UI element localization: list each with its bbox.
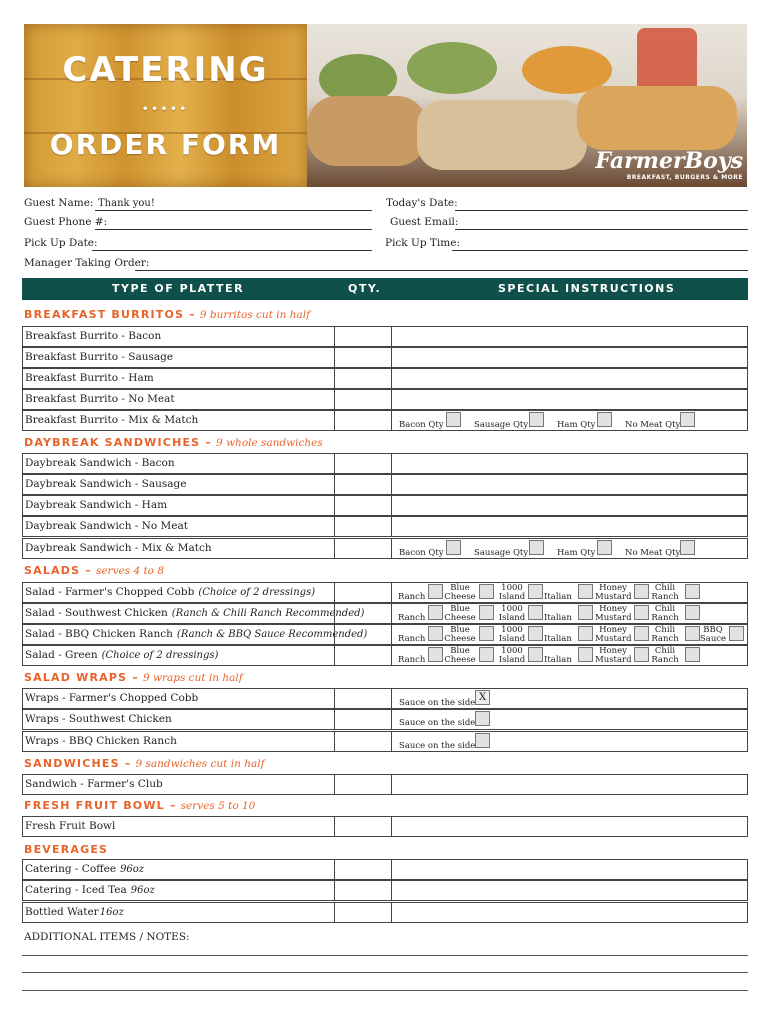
blue-cheese-label: Blue Cheese	[444, 604, 476, 623]
item-note: (Ranch & Chili Ranch Recommended)	[171, 608, 365, 619]
notes-line[interactable]	[22, 955, 748, 956]
island-label: 1000 Island	[498, 604, 526, 623]
title-dots: •••••	[142, 104, 189, 115]
section-title: SALAD WRAPS –	[24, 671, 139, 684]
sausage-qty-label: Sausage Qty	[474, 548, 529, 558]
blue-cheese-label: Blue Cheese	[444, 625, 476, 644]
manager-field[interactable]	[135, 258, 748, 271]
column-type-of-platter: TYPE OF PLATTER	[112, 282, 245, 295]
item-name: Breakfast Burrito - Bacon	[25, 330, 162, 342]
item-name: Daybreak Sandwich - Sausage	[25, 478, 187, 490]
section-note: 9 wraps cut in half	[142, 672, 243, 684]
chili-ranch-label: Chili Ranch	[651, 625, 679, 644]
blue-cheese-label: Blue Cheese	[444, 646, 476, 665]
bbq-sauce-label: BBQ Sauce	[699, 625, 727, 644]
qty-cell[interactable]	[335, 348, 392, 367]
ranch-box[interactable]	[428, 647, 443, 662]
ranch-label: Ranch	[398, 655, 426, 665]
table-row	[22, 902, 748, 923]
item-name: Catering - Coffee 96oz	[25, 863, 145, 875]
sauce-on-side-box[interactable]: X	[475, 690, 490, 705]
sausage-qty-box[interactable]	[529, 540, 544, 555]
item-name: Breakfast Burrito - Mix & Match	[25, 414, 199, 426]
catering-sign	[24, 24, 307, 187]
column-special-instructions: SPECIAL INSTRUCTIONS	[498, 282, 676, 295]
qty-cell[interactable]	[335, 817, 392, 836]
blue-cheese-box[interactable]	[479, 626, 494, 641]
item-name: Daybreak Sandwich - Ham	[25, 499, 168, 511]
table-row	[22, 624, 748, 645]
island-box[interactable]	[528, 584, 543, 599]
island-label: 1000 Island	[498, 646, 526, 665]
daybreak-platter-image	[577, 86, 737, 150]
food-photo	[307, 24, 747, 187]
chili-ranch-box[interactable]	[685, 647, 700, 662]
item-note: (Choice of 2 dressings)	[198, 587, 316, 598]
qty-cell[interactable]	[335, 775, 392, 794]
chili-ranch-box[interactable]	[685, 605, 700, 620]
honey-mustard-label: Honey Mustard	[595, 646, 632, 665]
logo-name: FarmerBoys	[595, 148, 743, 174]
item-name: Bottled Water16oz	[25, 906, 124, 918]
section-fresh-fruit-bowl	[24, 799, 255, 812]
sauce-on-side-label: Sauce on the side	[399, 718, 476, 728]
sandwich-platter-image	[417, 100, 587, 170]
item-name: Wraps - Farmer's Chopped Cobb	[25, 692, 199, 704]
bbq-sauce-box[interactable]	[729, 626, 744, 641]
bacon-qty-box[interactable]	[446, 412, 461, 427]
table-row	[22, 474, 748, 495]
item-note: (Choice of 2 dressings)	[101, 650, 219, 661]
guest-email-field[interactable]	[455, 217, 748, 230]
nomeat-qty-label: No Meat Qty	[625, 420, 681, 430]
pickup-date-field[interactable]	[92, 238, 372, 251]
item-name: Salad - Farmer's Chopped Cobb (Choice of 2 dressings)	[25, 586, 316, 598]
table-row	[22, 516, 748, 537]
italian-box[interactable]	[578, 584, 593, 599]
section-title: DAYBREAK SANDWICHES –	[24, 436, 213, 449]
burrito-platter-image	[307, 96, 427, 166]
pickup-date-label: Pick Up Date:	[24, 237, 98, 249]
item-name: Breakfast Burrito - Ham	[25, 372, 154, 384]
italian-box[interactable]	[578, 626, 593, 641]
table-row	[22, 709, 748, 730]
qty-cell[interactable]	[335, 583, 392, 602]
italian-label: Italian	[544, 634, 572, 644]
title-order-form: ORDER FORM	[49, 128, 282, 161]
chili-ranch-label: Chili Ranch	[651, 646, 679, 665]
sauce-on-side-box[interactable]	[475, 711, 490, 726]
italian-label: Italian	[544, 613, 572, 623]
qty-cell[interactable]	[335, 454, 392, 473]
qty-cell[interactable]	[335, 881, 392, 900]
qty-cell[interactable]	[335, 475, 392, 494]
item-note: (Ranch & BBQ Sauce Recommended)	[176, 629, 368, 640]
table-row	[22, 582, 748, 603]
section-salad-wraps	[24, 671, 243, 684]
bacon-qty-label: Bacon Qty	[399, 420, 444, 430]
qty-cell[interactable]	[335, 411, 392, 430]
item-name: Wraps - BBQ Chicken Ranch	[25, 735, 177, 747]
island-label: 1000 Island	[498, 625, 526, 644]
section-note: 9 whole sandwiches	[216, 437, 323, 449]
sauce-on-side-box[interactable]	[475, 733, 490, 748]
section-sandwiches	[24, 757, 264, 770]
section-title: FRESH FRUIT BOWL –	[24, 799, 177, 812]
chili-ranch-box[interactable]	[685, 584, 700, 599]
guest-email-label: Guest Email:	[390, 216, 459, 228]
ranch-label: Ranch	[398, 592, 426, 602]
ranch-label: Ranch	[398, 634, 426, 644]
honey-mustard-label: Honey Mustard	[595, 604, 632, 623]
guest-name-label: Guest Name:	[24, 197, 94, 209]
section-note: serves 4 to 8	[95, 565, 165, 577]
bacon-qty-box[interactable]	[446, 540, 461, 555]
column-header-band	[22, 278, 748, 300]
additional-notes-label: ADDITIONAL ITEMS / NOTES:	[24, 931, 190, 943]
table-row	[22, 389, 748, 410]
nomeat-qty-box[interactable]	[680, 412, 695, 427]
blue-cheese-box[interactable]	[479, 605, 494, 620]
item-name: Daybreak Sandwich - No Meat	[25, 520, 188, 532]
section-note: 9 sandwiches cut in half	[135, 758, 265, 770]
section-title: SANDWICHES –	[24, 757, 132, 770]
item-name: Salad - Southwest Chicken (Ranch & Chili Ranch Recommended)	[25, 607, 365, 619]
table-row	[22, 538, 748, 559]
table-row	[22, 410, 748, 431]
qty-cell[interactable]	[335, 625, 392, 644]
item-name: Daybreak Sandwich - Bacon	[25, 457, 175, 469]
qty-cell[interactable]	[335, 369, 392, 388]
salad-bowl-image	[407, 42, 497, 94]
island-box[interactable]	[528, 647, 543, 662]
table-row	[22, 326, 748, 347]
todays-date-field[interactable]	[455, 198, 748, 211]
ham-qty-label: Ham Qty	[557, 420, 596, 430]
island-box[interactable]	[528, 626, 543, 641]
section-note: 9 burritos cut in half	[199, 309, 310, 321]
item-size: 96oz	[120, 864, 145, 875]
qty-cell[interactable]	[335, 604, 392, 623]
bacon-qty-label: Bacon Qty	[399, 548, 444, 558]
italian-box[interactable]	[578, 647, 593, 662]
pickup-time-label: Pick Up Time:	[385, 237, 460, 249]
title-catering: CATERING	[62, 50, 269, 90]
ranch-box[interactable]	[428, 626, 443, 641]
qty-cell[interactable]	[335, 903, 392, 922]
ham-qty-box[interactable]	[597, 412, 612, 427]
guest-phone-field[interactable]	[95, 217, 372, 230]
nomeat-qty-label: No Meat Qty	[625, 548, 681, 558]
table-row	[22, 731, 748, 752]
italian-box[interactable]	[578, 605, 593, 620]
notes-line[interactable]	[22, 990, 748, 991]
blue-cheese-box[interactable]	[479, 647, 494, 662]
table-row	[22, 603, 748, 624]
item-name: Salad - BBQ Chicken Ranch (Ranch & BBQ Sauce Recommended)	[25, 628, 368, 640]
nomeat-qty-box[interactable]	[680, 540, 695, 555]
qty-cell[interactable]	[335, 710, 392, 729]
island-box[interactable]	[528, 605, 543, 620]
item-name: Wraps - Southwest Chicken	[25, 713, 172, 725]
blue-cheese-label: Blue Cheese	[444, 583, 476, 602]
qty-cell[interactable]	[335, 646, 392, 665]
qty-cell[interactable]	[335, 689, 392, 708]
section-salads	[24, 564, 164, 577]
ham-qty-label: Ham Qty	[557, 548, 596, 558]
item-name: Sandwich - Farmer's Club	[25, 778, 163, 790]
table-row	[22, 816, 748, 837]
section-daybreak-sandwiches	[24, 436, 323, 449]
item-size: 16oz	[99, 907, 124, 918]
ranch-box[interactable]	[428, 605, 443, 620]
item-name: Daybreak Sandwich - Mix & Match	[25, 542, 212, 554]
qty-cell[interactable]	[335, 496, 392, 515]
sausage-qty-box[interactable]	[529, 412, 544, 427]
todays-date-label: Today's Date:	[386, 197, 458, 209]
item-name: Catering - Iced Tea 96oz	[25, 884, 155, 896]
item-name: Breakfast Burrito - Sausage	[25, 351, 174, 363]
sauce-on-side-label: Sauce on the side	[399, 741, 476, 751]
ham-qty-box[interactable]	[597, 540, 612, 555]
qty-cell[interactable]	[335, 539, 392, 558]
blue-cheese-box[interactable]	[479, 584, 494, 599]
section-title: SALADS –	[24, 564, 92, 577]
section-beverages	[24, 843, 108, 856]
qty-cell[interactable]	[335, 327, 392, 346]
table-row	[22, 774, 748, 795]
table-row	[22, 859, 748, 880]
qty-cell[interactable]	[335, 390, 392, 409]
pickup-time-field[interactable]	[452, 238, 748, 251]
section-title: BREAKFAST BURRITOS –	[24, 308, 196, 321]
island-label: 1000 Island	[498, 583, 526, 602]
ranch-box[interactable]	[428, 584, 443, 599]
column-qty: QTY.	[348, 282, 382, 295]
section-title: BEVERAGES	[24, 843, 109, 856]
italian-label: Italian	[544, 655, 572, 665]
table-row	[22, 347, 748, 368]
sausage-qty-label: Sausage Qty	[474, 420, 529, 430]
table-row	[22, 453, 748, 474]
table-row	[22, 495, 748, 516]
qty-cell[interactable]	[335, 860, 392, 879]
chili-ranch-label: Chili Ranch	[651, 604, 679, 623]
chili-ranch-label: Chili Ranch	[651, 583, 679, 602]
item-size: 96oz	[130, 885, 155, 896]
table-row	[22, 688, 748, 709]
section-note: serves 5 to 10	[180, 800, 256, 812]
item-name: Fresh Fruit Bowl	[25, 820, 116, 832]
sauce-on-side-label: Sauce on the side	[399, 698, 476, 708]
notes-line[interactable]	[22, 972, 748, 973]
table-row	[22, 880, 748, 901]
qty-cell[interactable]	[335, 517, 392, 536]
guest-name-value: Thank you!	[98, 198, 155, 209]
manager-label: Manager Taking Order:	[24, 257, 150, 269]
farmer-boys-logo	[595, 148, 743, 181]
logo-tagline: BREAKFAST, BURGERS & MORE	[626, 174, 743, 181]
item-name: Salad - Green (Choice of 2 dressings)	[25, 649, 219, 661]
item-name: Breakfast Burrito - No Meat	[25, 393, 175, 405]
section-breakfast-burritos	[24, 308, 310, 321]
guest-phone-label: Guest Phone #:	[24, 216, 108, 228]
table-row	[22, 645, 748, 666]
honey-mustard-label: Honey Mustard	[595, 583, 632, 602]
qty-cell[interactable]	[335, 732, 392, 751]
ranch-label: Ranch	[398, 613, 426, 623]
italian-label: Italian	[544, 592, 572, 602]
table-row	[22, 368, 748, 389]
honey-mustard-label: Honey Mustard	[595, 625, 632, 644]
